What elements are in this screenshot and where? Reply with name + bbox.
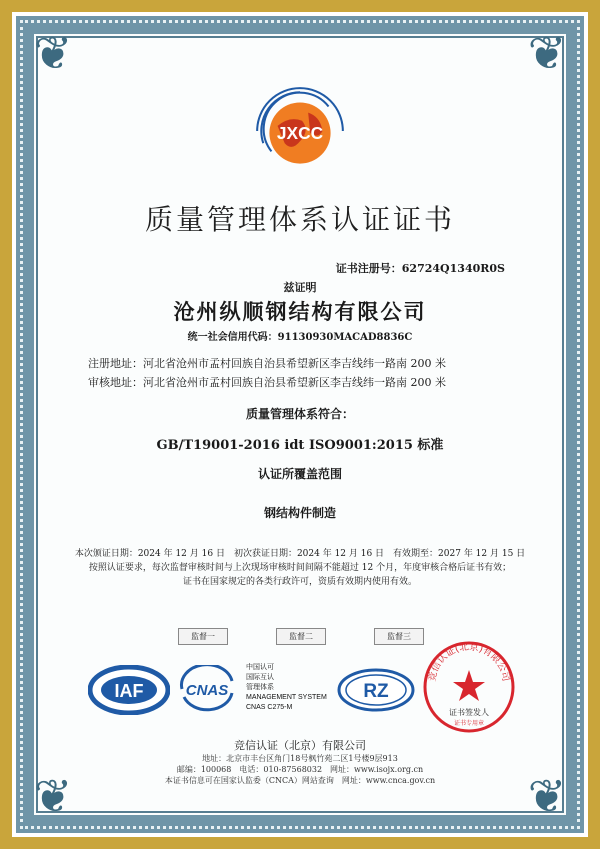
cnas-cn-2: 国际互认 [246,674,274,681]
audit-address: 河北省沧州市孟村回族自治县希望新区李吉线纬一路南 200 米 [143,376,446,389]
credit-code-label: 统一社会信用代码： [187,332,278,343]
iaf-text: IAF [114,681,144,701]
cert-number-label: 证书注册号： [335,262,402,275]
seal-arc-text: 竞信认证(北京)有限公司 [426,641,512,683]
cert-number: 62724Q1340R0S [401,262,505,275]
credit-code: 91130930MACAD8836C [277,332,413,343]
company-name: 沧州纵顺钢结构有限公司 [173,299,427,324]
cnas-en: MANAGEMENT SYSTEM [246,694,327,701]
cnas-logo-icon [176,665,238,713]
rz-logo-icon [336,667,416,713]
cert-number-row [336,260,505,276]
jxcc-logo-icon [249,80,351,182]
seal-bottom-text: 证书专用章 [453,720,485,727]
scope-heading: 认证所覆盖范围 [257,467,342,481]
certifies-text: 兹证明 [283,281,317,294]
cnas-caption [246,663,327,713]
verify-note: 本证书信息可在国家认监委（CNCA）网站查询 网址：www.cnca.gov.cn [164,776,436,785]
supervision-box-2: 监督二 [276,628,326,645]
certificate-title: 质量管理体系认证证书 [144,203,455,236]
issuer-address: 地址：北京市丰台区角门18号枫竹苑二区1号楼9层913 [202,754,398,763]
registered-address-row [88,355,446,371]
conforms-heading: 质量管理体系符合： [245,407,354,421]
audit-address-row [88,374,446,390]
corner-ornament-icon: ❦ [527,769,567,823]
registered-address: 河北省沧州市孟村回族自治县希望新区李吉线纬一路南 200 米 [143,357,446,370]
requirement-line-2: 证书在国家规定的各类行政许可，资质有效期内使用有效。 [182,577,417,587]
standard-text: GB/T19001-2016 idt ISO9001:2015 标准 [156,438,444,453]
seal-sub-text: 证书签发人 [449,708,489,717]
dates-line: 本次颁证日期：2024 年 12 月 16 日 初次获证日期：2024 年 12 月 16 日 有效期至：2027 年 12 月 15 日 [74,549,526,559]
corner-ornament-icon: ❦ [33,26,73,80]
corner-ornament-icon: ❦ [33,769,73,823]
iaf-logo-icon [88,665,170,715]
cnas-cn-1: 中国认可 [246,664,274,671]
audit-address-label: 审核地址： [88,376,143,389]
rz-text: RZ [363,681,389,702]
cnas-code: CNAS C275-M [246,704,293,711]
issuer-contact: 邮编：100068 电话：010-87568032 网址：www.isojx.org.cn [176,765,424,774]
credit-code-row [0,328,600,343]
requirement-line-1: 按照认证要求，每次监督审核时间与上次现场审核时间间隔不能超过 12 个月，年度审核合格后证书有效； [88,563,512,573]
cnas-text: CNAS [185,682,229,699]
cnas-cn-3: 管理体系 [246,684,274,691]
corner-ornament-icon: ❦ [527,26,567,80]
registered-address-label: 注册地址： [88,357,143,370]
red-seal-icon [422,640,516,734]
logo-text: JXCC [276,123,324,144]
issuer-name: 竞信认证（北京）有限公司 [234,739,366,752]
scope-text: 钢结构件制造 [263,506,336,520]
supervision-box-1: 监督一 [178,628,228,645]
supervision-box-3: 监督三 [374,628,424,645]
